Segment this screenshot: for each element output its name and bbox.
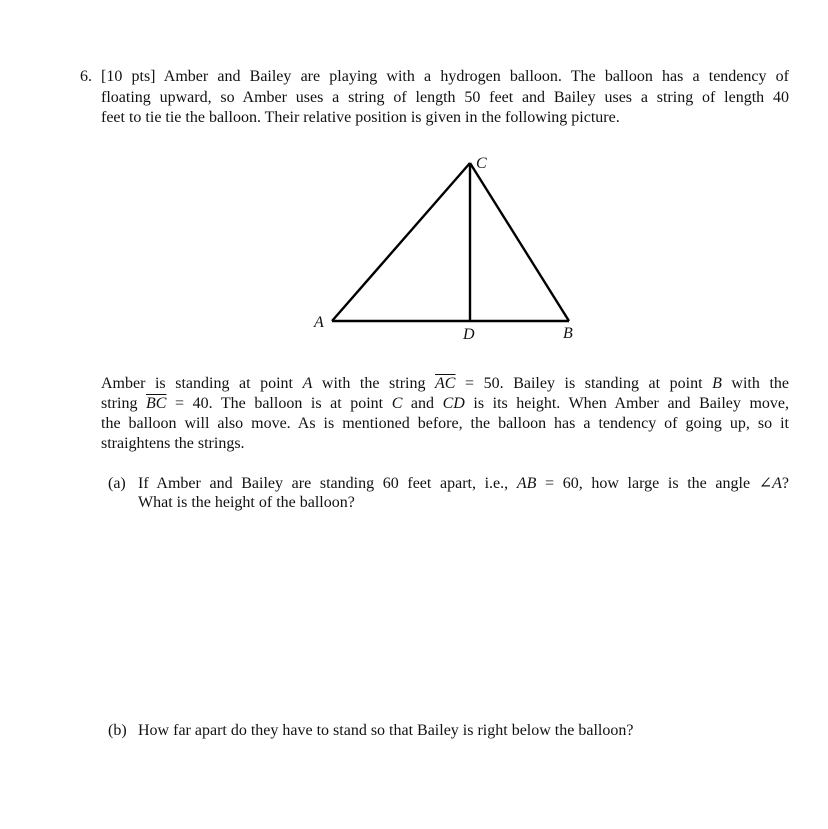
text-segment: is its height. When Amber and Bailey move, (464, 395, 789, 412)
math-variable: A (302, 375, 313, 392)
math-variable: C (391, 395, 403, 412)
description-line (101, 374, 789, 394)
description-line (101, 434, 789, 454)
text-segment: If Amber and Bailey are standing 60 feet apart, i.e., (138, 475, 517, 492)
label-a: A (314, 314, 324, 331)
label-c: C (476, 155, 487, 172)
text-segment: What is the height of the balloon? (138, 494, 355, 511)
text-segment: with the string (312, 375, 436, 392)
math-variable: B (712, 375, 722, 392)
text-segment: [10 pts] Amber and Bailey are playing with a hydrogen balloon. The balloon has a tendency of (101, 68, 789, 85)
text-segment: straightens the strings. (101, 435, 245, 452)
text-segment: with the (721, 375, 789, 392)
label-d: D (463, 326, 475, 343)
problem-number: 6. (80, 68, 92, 85)
text-segment: = 40. The balloon is at point (166, 395, 392, 412)
description-line (101, 414, 789, 434)
text-segment: feet to tie tie the balloon. Their relative position is given in the following picture. (101, 109, 620, 126)
math-variable: CD (442, 395, 465, 412)
part-a-line (138, 474, 789, 494)
part-b-label: (b) (108, 722, 127, 739)
side-bc (470, 163, 569, 321)
math-variable: AB (516, 475, 537, 492)
text-segment: = 50. Bailey is standing at point (455, 375, 713, 392)
side-ac (332, 163, 470, 321)
description-line (101, 394, 789, 414)
text-segment: floating upward, so Amber uses a string of length 50 feet and Bailey uses a string of length 40 (101, 89, 789, 106)
part-a-label: (a) (108, 475, 126, 492)
part-a-line (138, 493, 789, 513)
text-segment: Amber is standing at point (101, 375, 303, 392)
math-variable: A (772, 475, 782, 492)
text-segment: How far apart do they have to stand so that Bailey is right below the balloon? (138, 722, 634, 739)
label-b: B (563, 325, 573, 342)
text-segment: string (101, 395, 147, 412)
text-segment: and (402, 395, 443, 412)
part-b-line (138, 721, 789, 741)
text-segment: = 60, how large is the angle ∠ (536, 475, 773, 492)
text-segment: the balloon will also move. As is mentioned before, the balloon has a tendency of going up, so it (101, 415, 789, 432)
math-segment-overline: $\overline{BC}$ (146, 395, 167, 412)
text-segment: ? (781, 475, 789, 492)
math-segment-overline: $\overline{AC}$ (435, 375, 456, 392)
